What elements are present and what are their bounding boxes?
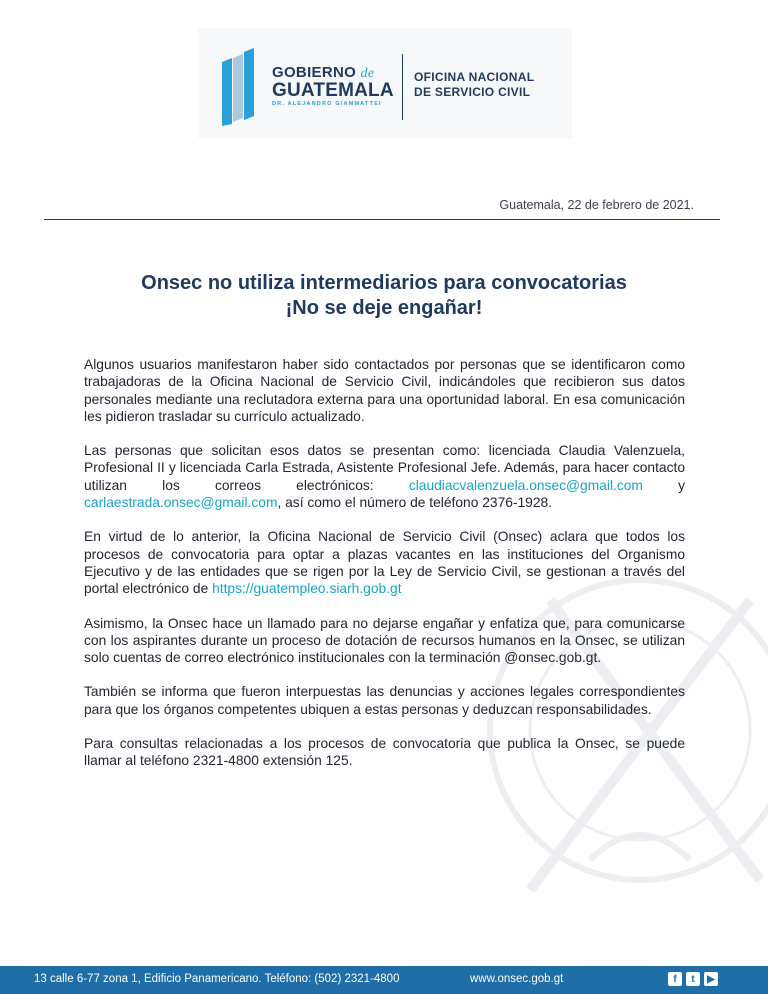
header-divider xyxy=(44,219,720,220)
paragraph: También se informa que fueron interpuestas las denuncias y acciones legales correspondientes para que los órganos competentes ubiquen a estas personas y deduzcan responsabilidades. xyxy=(84,684,685,717)
email-link[interactable]: carlaestrada.onsec@gmail.com xyxy=(84,495,278,511)
email-link[interactable]: claudiacvalenzuela.onsec@gmail.com xyxy=(408,477,643,493)
paragraph: Asimismo, la Onsec hace un llamado para no dejarse engañar y enfatiza que, para comunicarse con los aspirantes durante un proceso de dotación de recursos humanos en la Onsec, se utilizan solo cuentas de correo electrónico institucionales con la terminación @onsec.gob.gt. xyxy=(84,615,685,666)
paragraph: Las personas que solicitan esos datos se presentan como: licenciada Claudia Valenzuela, Profesional II y licenciada Carla Estrada, Asistente Profesional Jefe. Además, para hacer contacto utilizan los correos electrónicos: claudiacvalenzuela.onsec@gmail.com y carlaestrada.onsec@gmail.com, así como el número de teléfono 2376-1928. xyxy=(84,443,686,511)
footer-address: 13 calle 6-77 zona 1, Edificio Panamericano. Teléfono: (502) 2321-4800 xyxy=(34,973,400,985)
government-name: GOBIERNO de xyxy=(272,64,375,81)
document-body xyxy=(84,356,685,787)
paragraph: Para consultas relacionadas a los procesos de convocatoria que publica la Onsec, se puede llamar al teléfono 2321-4800 extensión 125. xyxy=(84,736,685,769)
facebook-icon[interactable]: f xyxy=(668,972,682,986)
twitter-icon[interactable]: t xyxy=(686,972,700,986)
header-logo xyxy=(198,28,572,138)
youtube-icon[interactable]: ▶ xyxy=(704,972,718,986)
logo-divider xyxy=(402,54,403,120)
president-name: DR. ALEJANDRO GIAMMATTEI xyxy=(272,101,382,107)
footer xyxy=(0,966,768,994)
portal-link[interactable]: https://guatempleo.siarh.gob.gt xyxy=(212,581,402,597)
guatemala-bars-icon xyxy=(220,48,260,126)
onsec-name: OFICINA NACIONAL DE SERVICIO CIVIL xyxy=(414,70,535,99)
document-date: Guatemala, 22 de febrero de 2021. xyxy=(499,198,694,212)
country-name: GUATEMALA xyxy=(272,80,394,101)
paragraph: Algunos usuarios manifestaron haber sido contactados por personas que se identificaron como trabajadoras de la Oficina Nacional de Servicio Civil, indicándoles que recibieron sus datos personales mediante una reclutadora externa para una oportunidad laboral. En esa comunicación les pidieron trasladar su currículo actualizado. xyxy=(84,357,685,424)
page-title: Onsec no utiliza intermediarios para convocatorias xyxy=(141,272,627,294)
social-links xyxy=(668,972,718,986)
footer-website-link[interactable]: www.onsec.gob.gt xyxy=(470,973,564,985)
paragraph: En virtud de lo anterior, la Oficina Nacional de Servicio Civil (Onsec) aclara que todos los procesos de convocatoria para optar a plazas vacantes en las instituciones del Organismo Ejecutivo y de las entidades que se rigen por la Ley de Servicio Civil, se gestionan a través del portal electrónico de https://guatempleo.siarh.gob.gt xyxy=(84,529,685,597)
page-subtitle: ¡No se deje engañar! xyxy=(285,297,483,319)
